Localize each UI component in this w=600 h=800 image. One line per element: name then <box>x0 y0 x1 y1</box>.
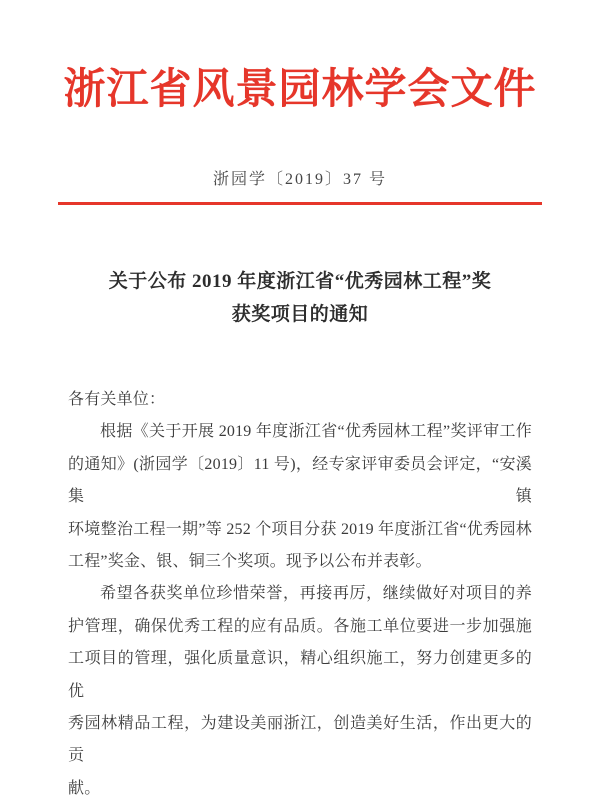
body-line: 献。 <box>68 779 101 797</box>
paragraph-2 <box>68 578 532 800</box>
document-title-line2: 获奖项目的通知 <box>231 304 369 325</box>
document-number: 浙园学〔2019〕37 号 <box>212 171 387 188</box>
body-line: 工程”奖金、银、铜三个奖项。现予以公布并表彰。 <box>68 553 432 571</box>
body-line: 根据《关于开展 2019 年度浙江省“优秀园林工程”奖评审工作 <box>100 423 532 441</box>
red-divider-line <box>58 202 542 205</box>
body-line: 秀园林精品工程，为建设美丽浙江，创造美好生活，作出更大的贡 <box>68 715 532 765</box>
body-line: 希望各获奖单位珍惜荣誉，再接再厉，继续做好对项目的养 <box>100 585 532 603</box>
paragraph-1 <box>68 416 532 578</box>
document-title-line1: 关于公布 2019 年度浙江省“优秀园林工程”奖 <box>108 271 492 292</box>
salutation: 各有关单位： <box>68 391 166 408</box>
document-header-title: 浙江省风景园林学会文件 <box>63 67 537 113</box>
body-line: 的通知》(浙园学〔2019〕11 号)，经专家评审委员会评定，“安溪集镇 <box>68 455 532 506</box>
body-line: 工项目的管理，强化质量意识，精心组织施工，努力创建更多的优 <box>68 650 532 700</box>
body-line: 护管理，确保优秀工程的应有品质。各施工单位要进一步加强施 <box>68 617 532 635</box>
body-line: 环境整治工程一期”等 252 个项目分获 2019 年度浙江省“优秀园林 <box>68 520 532 538</box>
document-body <box>68 384 532 800</box>
document-title <box>0 265 600 331</box>
